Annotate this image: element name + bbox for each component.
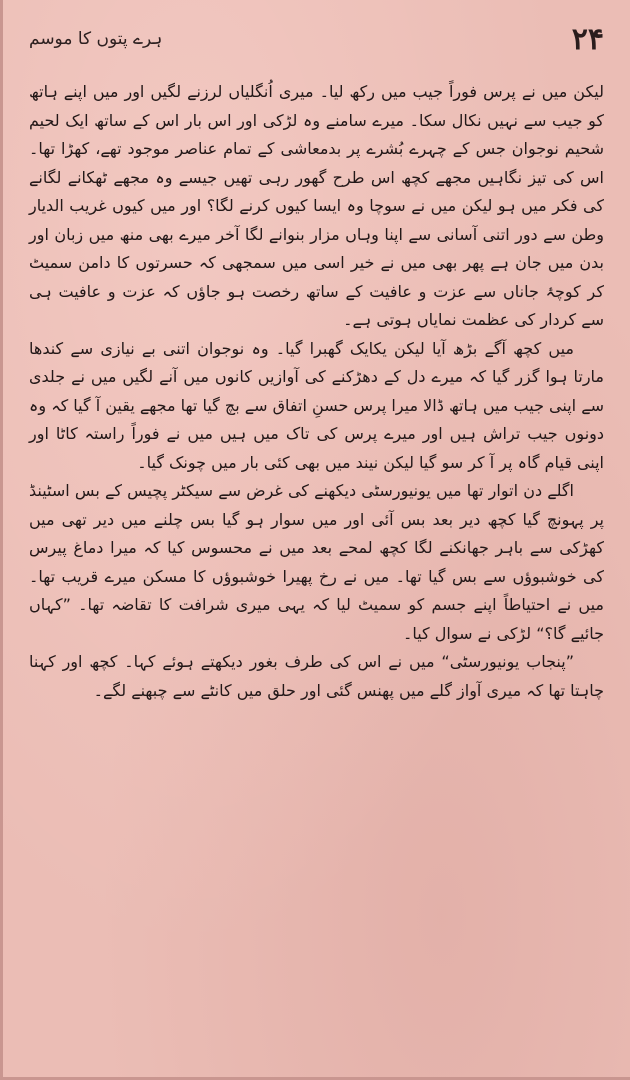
paragraph-3: اگلے دن اتوار تھا میں یونیورسٹی دیکھنے کی غرض سے سیکٹر پچیس کے بس اسٹینڈ پر پہونچ گیا کچھ دیر بعد بس آئی اور میں سوار ہو گیا بس چلنے میں دیر تھی میں کھڑکی سے باہر جھانکنے لگا کچھ لمحے بعد میں نے محسوس کیا کہ میرا دماغ پیرس کی خوشبوؤں سے بس گیا تھا۔ میں نے رخ پھیرا خوشبوؤں کا مسکن میرے قریب تھا۔ میں نے احتیاطاً اپنے جسم کو سمیٹ لیا کہ یہی میری شرافت کا تقاضہ تھا۔ ”کہاں جائیے گا؟“ لڑکی نے سوال کیا۔ — [29, 481, 604, 643]
paragraph-4: ”پنجاب یونیورسٹی“ میں نے اس کی طرف بغور دیکھتے ہوئے کہا۔ کچھ اور کہنا چاہتا تھا کہ میری آواز گلے میں پھنس گئی اور حلق میں کانٹے سے چبھنے لگے۔ — [29, 652, 604, 700]
running-title: ہرے پتوں کا موسم — [29, 29, 163, 49]
paragraph-1: لیکن میں نے پرس فوراً جیب میں رکھ لیا۔ میری اُنگلیاں لرزنے لگیں اور میں اپنے ہاتھ کو جیب سے نہیں نکال سکا۔ میرے سامنے وہ لڑکی اور اس بار اس کے ساتھ ایک لحیم شحیم نوجوان جس کے چہرے بُشرے پر بدمعاشی کے تمام عناصر موجود تھے، کھڑا تھا۔ اس کی تیز نگاہیں مجھے کچھ اس طرح گھور رہی تھیں جیسے وہ مجھے ٹھکانے لگانے کی فکر میں ہو لیکن میں نے سوچا وہ ایسا کیوں کرنے لگا؟ اور میں کیوں غریب الدیار وطن سے دور اتنی آسانی سے اپنا وہاں مزار بنوانے لگا آخر میرے بھی منھ میں زبان اور بدن میں جان ہے پھر بھی میں نے خیر اسی میں سمجھی کہ حسرتوں کا دامن سمیٹ کر کوچۂ جاناں سے عزت و عافیت کے ساتھ رخصت ہو جاؤں کہ عزت و عافیت ہی سے کردار کی عظمت نمایاں ہوتی ہے۔ — [29, 82, 604, 329]
body-text — [29, 78, 604, 705]
paragraph-2: میں کچھ آگے بڑھ آیا لیکن یکایک گھبرا گیا۔ وہ نوجوان اتنی بے نیازی سے کندھا مارتا ہوا گزر گیا کہ میرے دل کے دھڑکنے کی آوازیں کانوں میں آنے لگیں میں نے جلدی سے اپنی جیب میں ہاتھ ڈالا میرا پرس حسنِ اتفاق سے بچ گیا تھا مجھے یقین آ گیا کہ وہ دونوں جیب تراش ہیں اور میرے پرس کی تاک میں ہیں میں نے فوراً راستہ کاٹا اور اپنی قیام گاہ پر آ کر سو گیا لیکن نیند میں بھی کئی بار میں چونک گیا۔ — [29, 338, 604, 472]
page-number: ۲۴ — [571, 22, 604, 57]
page-header — [29, 22, 604, 62]
